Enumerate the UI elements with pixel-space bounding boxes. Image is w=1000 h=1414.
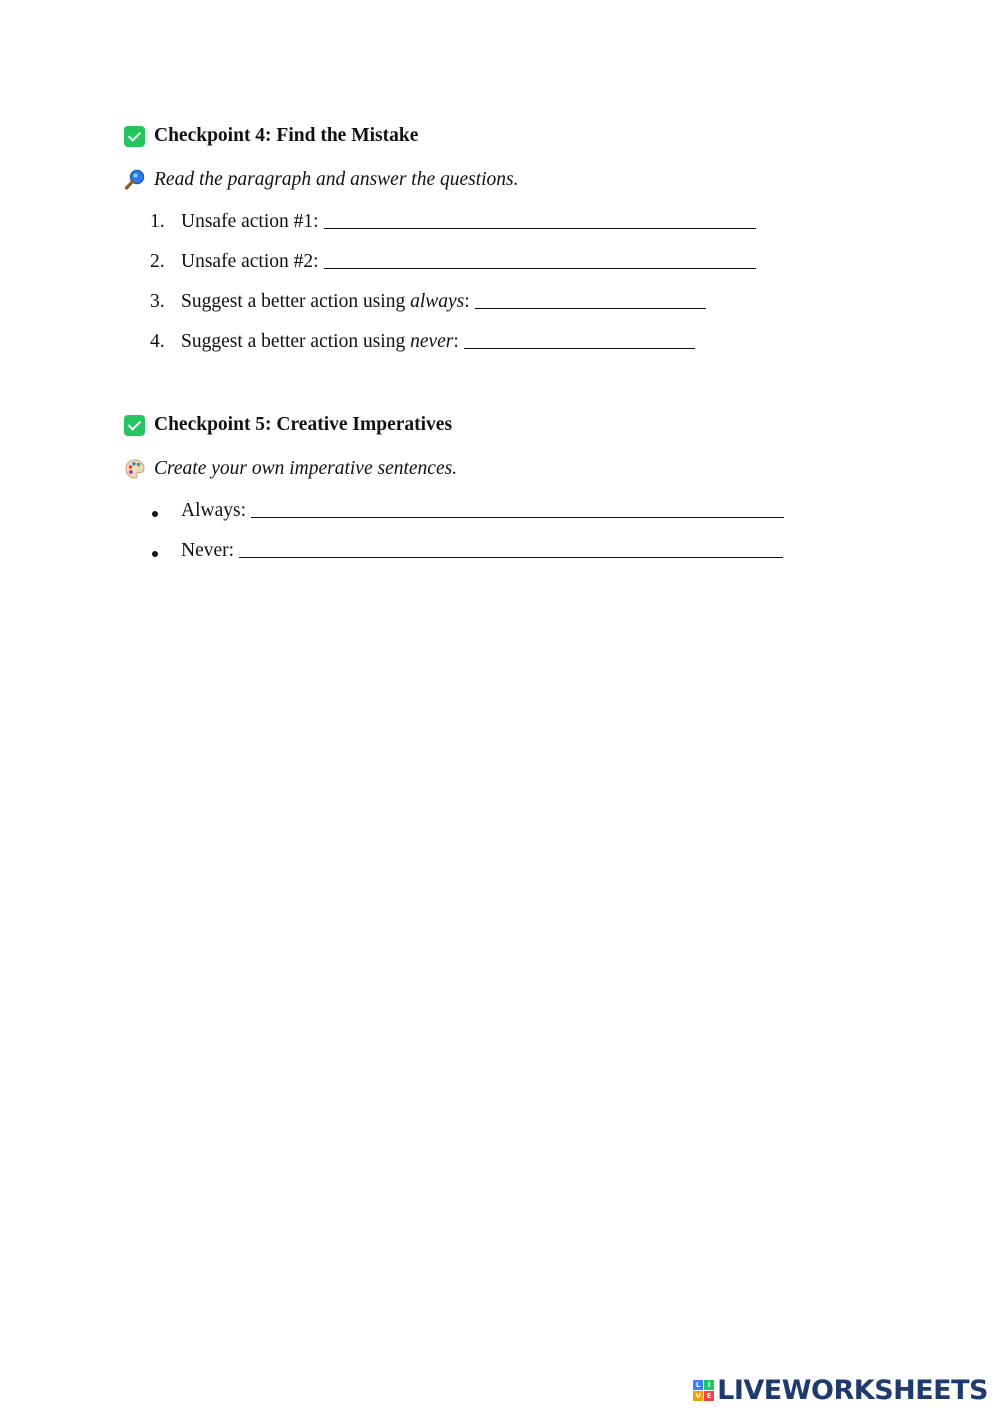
list-item bbox=[150, 289, 706, 313]
question-colon: : bbox=[464, 291, 470, 312]
logo-text: LIVEWORKSHEETS bbox=[717, 1375, 988, 1406]
checkpoint-4-instruction bbox=[124, 168, 519, 192]
list-number: 3. bbox=[150, 291, 165, 312]
instruction-text: Read the paragraph and answer the questions. bbox=[154, 169, 519, 190]
question-label: Suggest a better action using bbox=[181, 331, 411, 352]
instruction-text: Create your own imperative sentences. bbox=[154, 458, 458, 479]
question-colon: : bbox=[453, 331, 459, 352]
question-label: Unsafe action #2: bbox=[181, 251, 319, 272]
logo-tile: V bbox=[693, 1391, 703, 1401]
list-item bbox=[150, 329, 695, 353]
prompt-label: Always: bbox=[181, 500, 246, 521]
magnifying-glass-icon bbox=[124, 169, 146, 191]
question-keyword: never bbox=[410, 331, 454, 352]
answer-blank-2[interactable] bbox=[324, 267, 756, 269]
checkpoint-5-heading bbox=[124, 413, 452, 437]
checkpoint-5-instruction bbox=[124, 457, 457, 481]
bullet-icon bbox=[150, 542, 181, 562]
check-mark-icon bbox=[124, 126, 145, 147]
checkpoint-4-title: Checkpoint 4: Find the Mistake bbox=[154, 125, 419, 146]
logo-tile: L bbox=[693, 1380, 703, 1390]
logo-tile: I bbox=[704, 1380, 714, 1390]
logo-tile: E bbox=[704, 1391, 714, 1401]
list-number: 1. bbox=[150, 211, 165, 232]
question-label: Unsafe action #1: bbox=[181, 211, 319, 232]
prompt-label: Never: bbox=[181, 540, 235, 561]
bullet-icon bbox=[150, 502, 181, 522]
question-keyword: always bbox=[410, 291, 465, 312]
checkpoint-5-title: Checkpoint 5: Creative Imperatives bbox=[154, 414, 453, 435]
list-item bbox=[150, 498, 784, 522]
answer-blank-always[interactable] bbox=[251, 516, 784, 518]
list-number: 4. bbox=[150, 331, 165, 352]
answer-blank-3[interactable] bbox=[475, 307, 706, 309]
answer-blank-1[interactable] bbox=[324, 227, 756, 229]
logo-tiles-icon bbox=[693, 1380, 714, 1401]
checkpoint-4-heading bbox=[124, 124, 418, 148]
answer-blank-never[interactable] bbox=[239, 556, 783, 558]
answer-blank-4[interactable] bbox=[464, 347, 695, 349]
liveworksheets-logo bbox=[693, 1375, 988, 1406]
list-number: 2. bbox=[150, 251, 165, 272]
list-item bbox=[150, 249, 756, 273]
artist-palette-icon bbox=[124, 458, 146, 480]
check-mark-icon bbox=[124, 415, 145, 436]
question-label: Suggest a better action using bbox=[181, 291, 411, 312]
list-item bbox=[150, 538, 783, 562]
list-item bbox=[150, 209, 756, 233]
